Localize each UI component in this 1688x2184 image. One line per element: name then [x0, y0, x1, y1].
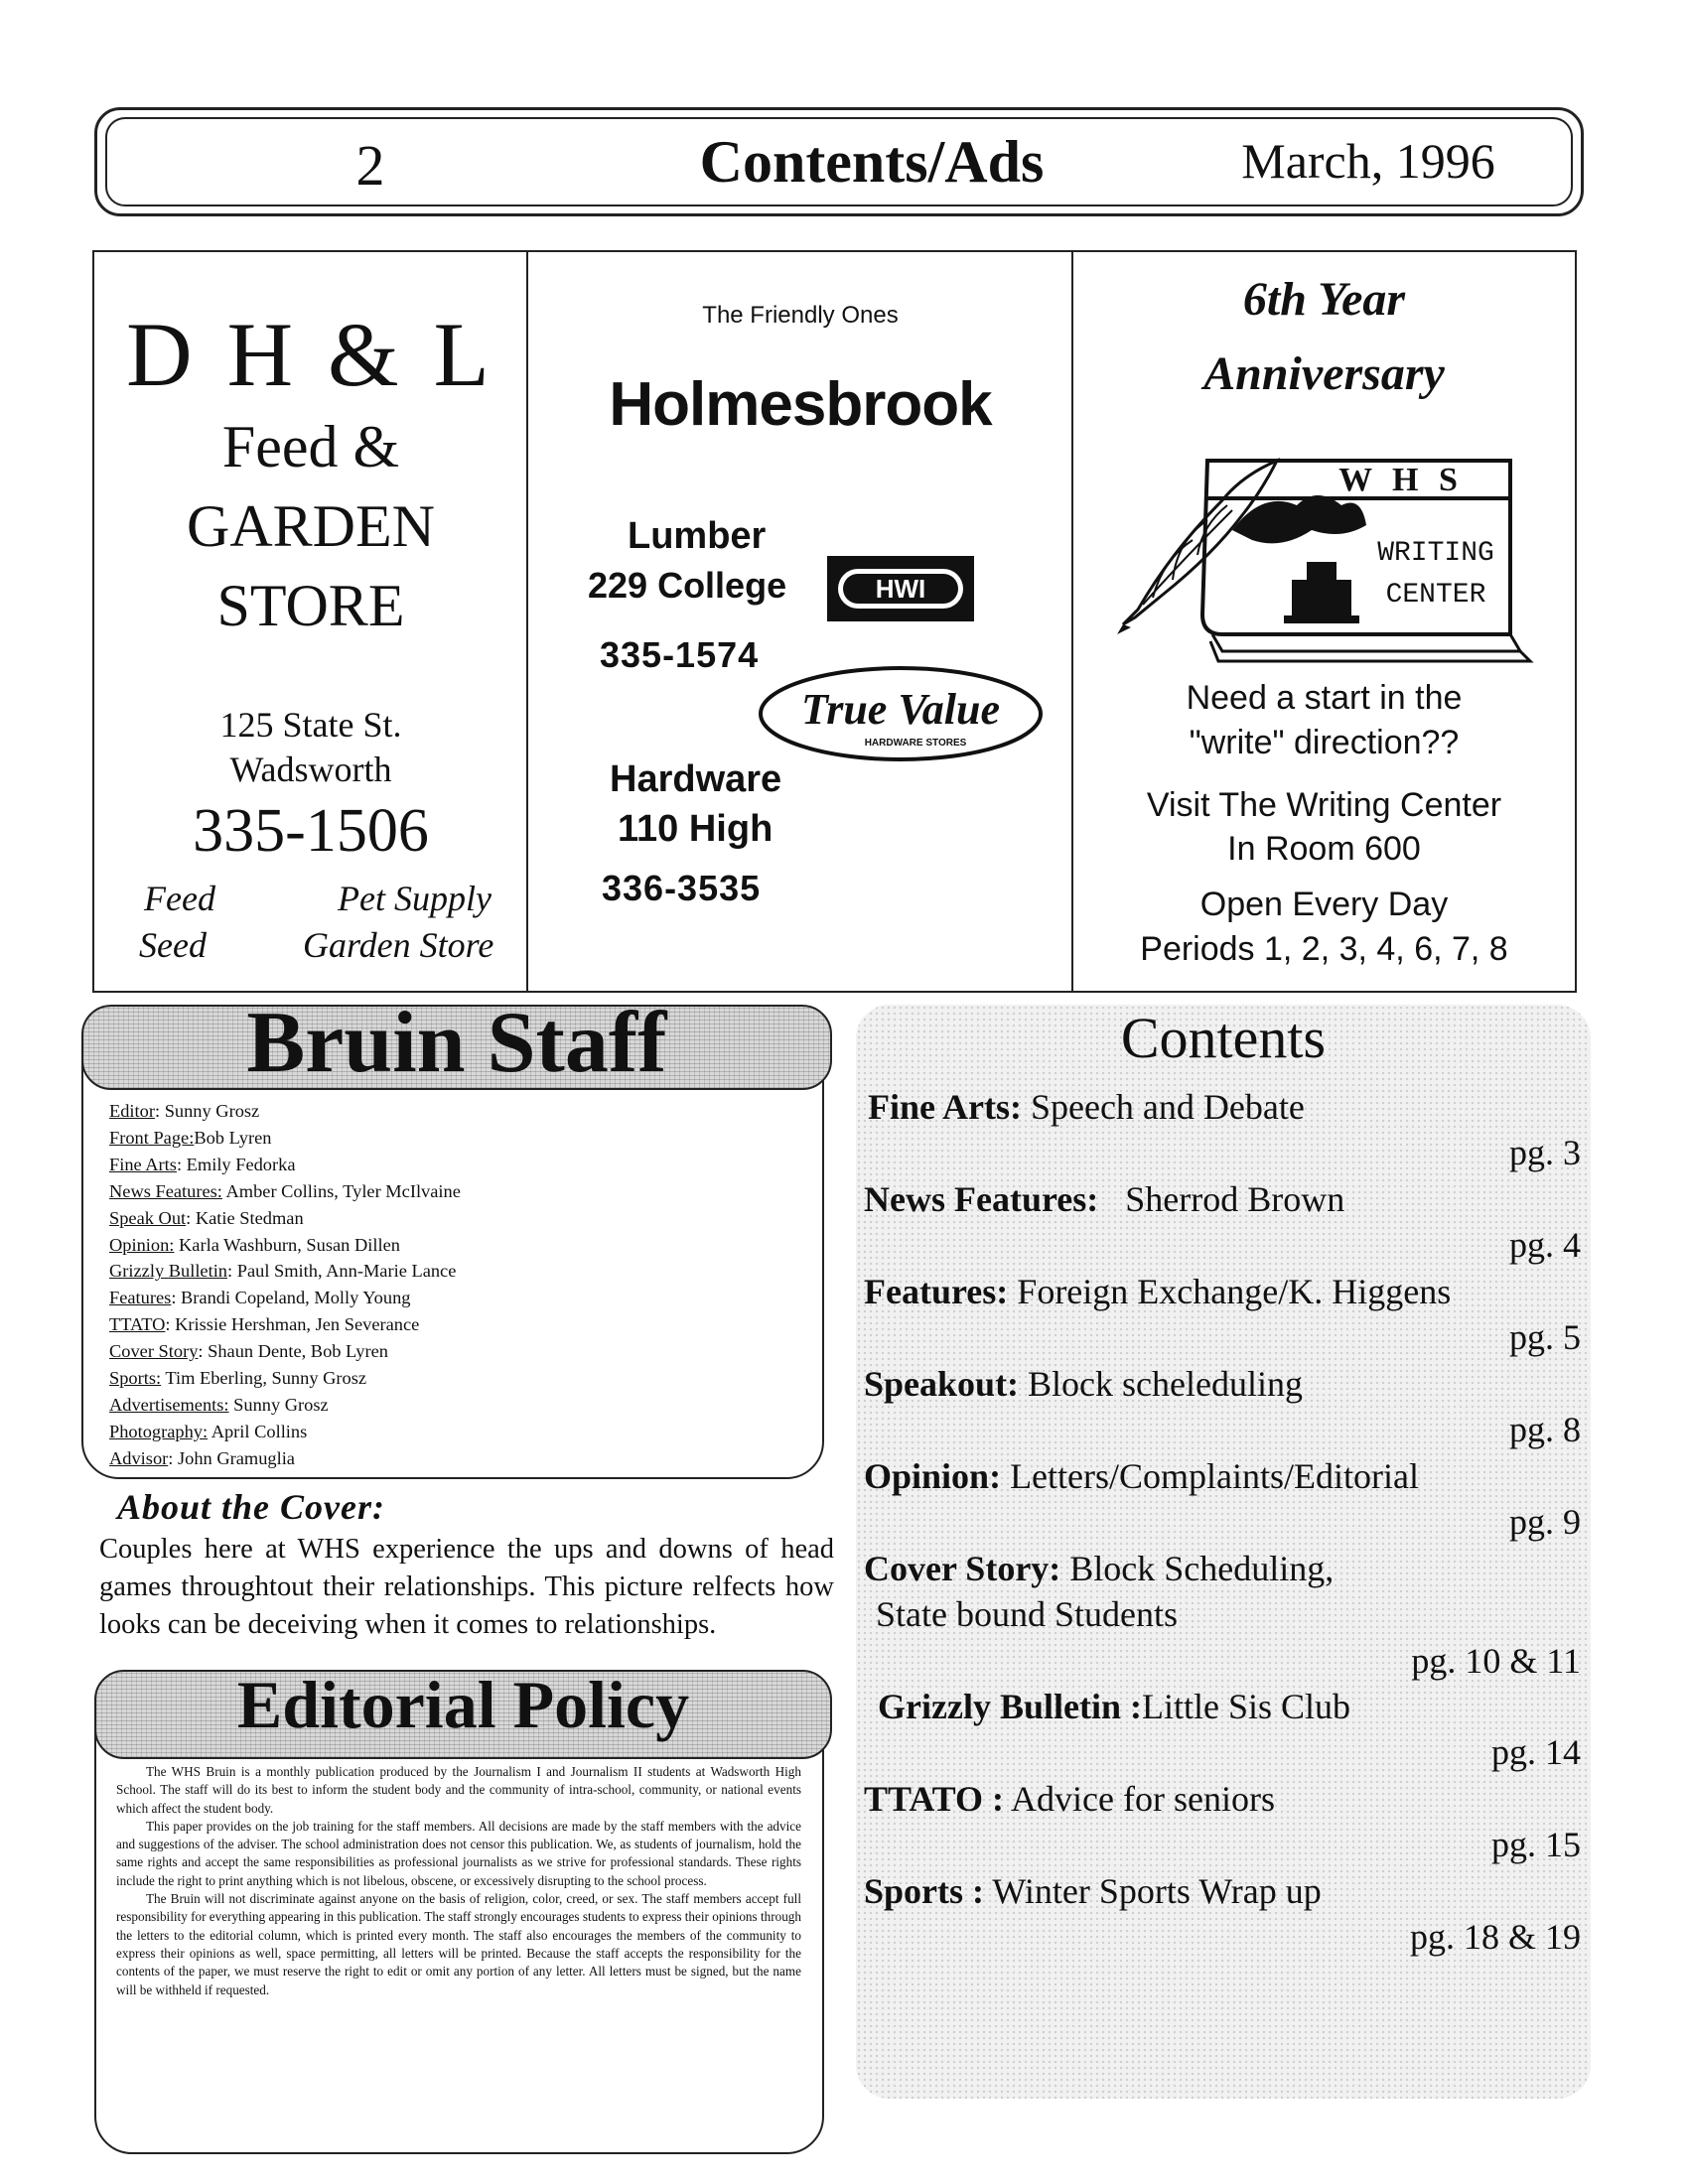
- page-number: 2: [355, 133, 385, 198]
- staff-role: Advisor: [109, 1447, 169, 1468]
- staff-names: Amber Collins, Tyler McIlvaine: [225, 1180, 461, 1201]
- staff-names: April Collins: [211, 1421, 308, 1441]
- staff-sep: :: [154, 1101, 165, 1121]
- writing-visit-line-2: In Room 600: [1227, 830, 1421, 868]
- contents-entry: [864, 1363, 1303, 1405]
- editorial-banner: [94, 1667, 832, 1759]
- staff-names: Sunny Grosz: [233, 1394, 329, 1415]
- editorial-body: [116, 1763, 801, 1999]
- staff-role: News Features:: [109, 1180, 222, 1201]
- dhl-item-pet-supply: Pet Supply: [338, 879, 492, 918]
- staff-role: Speak Out: [109, 1207, 187, 1228]
- staff-role: Opinion:: [109, 1234, 175, 1255]
- contents-entry: [868, 1086, 1305, 1128]
- dhl-line-3: STORE: [216, 573, 405, 638]
- staff-row: [109, 1178, 804, 1205]
- holmesbrook-lumber-label: Lumber: [628, 515, 767, 557]
- true-value-logo: [757, 664, 1045, 763]
- cover-heading: About the Cover:: [117, 1487, 386, 1527]
- staff-role: Cover Story: [109, 1341, 199, 1362]
- staff-list: [109, 1098, 804, 1472]
- staff-row: [109, 1098, 804, 1125]
- issue-date: March, 1996: [1241, 133, 1495, 189]
- anniversary-line-1: 6th Year: [1242, 273, 1406, 326]
- contents-entry-topic: Letters/Complaints/Editorial: [1010, 1456, 1419, 1496]
- staff-names: Shaun Dente, Bob Lyren: [208, 1341, 388, 1362]
- page-header: [94, 107, 1584, 216]
- contents-entry-topic: Advice for seniors: [1011, 1779, 1275, 1819]
- staff-banner: [81, 995, 832, 1091]
- contents-entry-topic: Block Scheduling,: [1069, 1549, 1335, 1588]
- staff-row: [109, 1445, 804, 1472]
- staff-role: Advertisements:: [109, 1394, 229, 1415]
- dhl-item-feed: Feed: [144, 879, 215, 918]
- holmesbrook-hardware-label: Hardware: [610, 758, 782, 800]
- staff-row: [109, 1419, 804, 1445]
- holmesbrook-lumber-address: 229 College: [588, 565, 787, 606]
- contents-entry-topic: Block scheleduling: [1028, 1364, 1303, 1404]
- staff-role: Grizzly Bulletin: [109, 1261, 228, 1282]
- svg-text:HARDWARE STORES: HARDWARE STORES: [864, 738, 967, 749]
- holmesbrook-lumber-phone: 335-1574: [600, 634, 760, 675]
- svg-text:True Value: True Value: [800, 685, 1001, 734]
- contents-entry: [864, 1548, 1334, 1589]
- contents-entry-label: TTATO :: [864, 1779, 1005, 1819]
- staff-role: Fine Arts: [109, 1154, 177, 1174]
- dhl-item-seed: Seed: [139, 925, 207, 965]
- staff-sep: :: [176, 1154, 187, 1174]
- contents-entry-topic: Little Sis Club: [1141, 1687, 1350, 1726]
- staff-role: Photography:: [109, 1421, 209, 1441]
- staff-names: Katie Stedman: [195, 1207, 304, 1228]
- staff-names: John Gramuglia: [177, 1447, 295, 1468]
- staff-sep: :: [198, 1341, 209, 1362]
- editorial-policy-box: [94, 1667, 824, 2154]
- contents-entry-page: pg. 4: [1509, 1225, 1581, 1265]
- ad-dhl-feed-garden: [92, 250, 527, 993]
- staff-row: [109, 1152, 804, 1178]
- svg-text:CENTER: CENTER: [1385, 580, 1486, 611]
- editorial-paragraph: The Bruin will not discriminate against anyone on the basis of religion, color, creed, or sex. The staff members accept full responsibility for everything appearing in this publication. The staff strongly encourages students to express their opinions through the letters to the editorial column, which is printed every month. The staff also encourages the members of the community to express their opinions as well, space permitting, all letters will be printed. Because the staff accepts the responsibility for the contents of the paper, we must reserve the right to edit or omit any portion of any letter. All letters must be signed, but the name will be withheld if requested.: [116, 1891, 801, 1997]
- staff-names: Sunny Grosz: [164, 1101, 260, 1121]
- writing-question-line-2: "write" direction??: [1189, 724, 1460, 761]
- contents-entry-topic-cont: State bound Students: [876, 1594, 1178, 1634]
- staff-names: Paul Smith, Ann-Marie Lance: [236, 1261, 457, 1282]
- cover-description: Couples here at WHS experience the ups and downs of head games throughtout their relationships. This picture relfects how looks can be deceiving when it comes to relationships.: [99, 1534, 834, 1640]
- svg-text:WRITING: WRITING: [1377, 538, 1494, 569]
- contents-entry-label: Sports :: [864, 1871, 985, 1911]
- staff-role: Editor: [109, 1101, 155, 1121]
- hwi-logo: [826, 555, 975, 622]
- contents-entry: [864, 1178, 1344, 1220]
- contents-title: Contents: [1120, 1006, 1327, 1070]
- contents-entry-page: pg. 8: [1509, 1410, 1581, 1449]
- staff-sep: :: [165, 1314, 176, 1335]
- svg-text:HWI: HWI: [875, 574, 926, 604]
- writing-open-line-2: Periods 1, 2, 3, 4, 6, 7, 8: [1140, 930, 1508, 968]
- dhl-item-garden-store: Garden Store: [303, 925, 494, 965]
- contents-entry-page: pg. 9: [1509, 1502, 1581, 1542]
- staff-row: [109, 1285, 804, 1311]
- contents-entry-label: Fine Arts:: [868, 1087, 1022, 1127]
- staff-names: Krissie Hershman, Jen Severance: [175, 1314, 420, 1335]
- contents-entry-label: Speakout:: [864, 1364, 1020, 1404]
- staff-title: Bruin Staff: [246, 995, 667, 1091]
- editorial-title: Editorial Policy: [236, 1667, 690, 1742]
- staff-role: TTATO: [109, 1314, 166, 1335]
- contents-entry-label: Cover Story:: [864, 1549, 1061, 1588]
- staff-role: Features: [109, 1288, 172, 1308]
- contents-entry-label: Grizzly Bulletin :: [878, 1687, 1142, 1726]
- holmesbrook-hardware-address: 110 High: [618, 808, 774, 850]
- contents-entry-page: pg. 3: [1509, 1133, 1581, 1172]
- staff-row: [109, 1338, 804, 1365]
- contents-entry-label: Opinion:: [864, 1456, 1002, 1496]
- contents-entry-topic: Winter Sports Wrap up: [992, 1871, 1322, 1911]
- staff-names: Emily Fedorka: [186, 1154, 296, 1174]
- staff-row: [109, 1258, 804, 1285]
- contents-entry: [864, 1870, 1322, 1912]
- contents-entry-page: pg. 18 & 19: [1409, 1917, 1581, 1957]
- staff-names: Brandi Copeland, Molly Young: [181, 1288, 411, 1308]
- staff-role: Sports:: [109, 1368, 162, 1389]
- staff-role: Front Page:: [109, 1127, 195, 1148]
- contents-entry-page: pg. 10 & 11: [1411, 1641, 1581, 1681]
- staff-sep: :: [168, 1447, 178, 1468]
- dhl-address-street: 125 State St.: [219, 705, 402, 745]
- staff-names: Karla Washburn, Susan Dillen: [179, 1234, 400, 1255]
- contents-entry-label: News Features:: [864, 1179, 1099, 1219]
- dhl-address-city: Wadsworth: [229, 750, 392, 789]
- staff-names: Bob Lyren: [194, 1127, 272, 1148]
- editorial-paragraph: The WHS Bruin is a monthly publication produced by the Journalism I and Journalism II students at Wadsworth High School. The staff will do its best to inform the student body and the community of intra-school, community, or national events which affect the student body.: [116, 1764, 801, 1816]
- writing-center-logo: [1113, 431, 1550, 664]
- contents-entry-topic: Sherrod Brown: [1125, 1179, 1345, 1219]
- editorial-paragraph: This paper provides on the job training for the staff members. All decisions are made by the staff members with the advice and suggestions of the adviser. The school administration does not censor this publication. We, as students of journalism, hold the same rights and accept the same responsibilities as professional journalists as we strive for professional standards. These rights include the right to print anything which is not libelous, obscene, or excessively disrupting to the school process.: [116, 1818, 801, 1888]
- dhl-line-2: GARDEN: [187, 493, 435, 559]
- dhl-phone: 335-1506: [193, 797, 429, 865]
- staff-names: Tim Eberling, Sunny Grosz: [165, 1368, 367, 1389]
- staff-row: [109, 1365, 804, 1392]
- staff-row: [109, 1205, 804, 1232]
- contents-entry-topic: Speech and Debate: [1030, 1087, 1305, 1127]
- contents-entry: [878, 1686, 1350, 1727]
- staff-row: [109, 1392, 804, 1419]
- staff-sep: :: [227, 1261, 237, 1282]
- ad-holmesbrook: [526, 250, 1072, 993]
- contents-entry-page: pg. 15: [1491, 1825, 1581, 1864]
- holmesbrook-name: Holmesbrook: [609, 370, 992, 439]
- svg-text:W H S: W H S: [1338, 462, 1464, 498]
- staff-row: [109, 1311, 804, 1338]
- writing-question-line-1: Need a start in the: [1186, 679, 1463, 717]
- contents-box: [856, 1005, 1591, 2099]
- holmesbrook-hardware-phone: 336-3535: [602, 868, 762, 908]
- contents-entry-page: pg. 5: [1509, 1317, 1581, 1357]
- staff-box: [81, 995, 824, 1479]
- section-title: Contents/Ads: [699, 129, 1045, 195]
- staff-row: [109, 1125, 804, 1152]
- contents-entry: [864, 1271, 1451, 1312]
- contents-entry: [864, 1778, 1275, 1820]
- staff-sep: :: [186, 1207, 196, 1228]
- writing-visit-line-1: Visit The Writing Center: [1146, 786, 1502, 824]
- ad-writing-center: [1071, 250, 1577, 993]
- staff-sep: :: [171, 1288, 182, 1308]
- writing-open-line-1: Open Every Day: [1199, 886, 1449, 923]
- holmesbrook-tagline: The Friendly Ones: [702, 302, 899, 329]
- staff-row: [109, 1232, 804, 1259]
- anniversary-line-2: Anniversary: [1203, 347, 1445, 400]
- contents-entry-page: pg. 14: [1491, 1732, 1581, 1772]
- dhl-line-1: Feed &: [221, 414, 400, 479]
- contents-entry: [864, 1455, 1419, 1497]
- contents-entry-topic: Foreign Exchange/K. Higgens: [1017, 1272, 1452, 1311]
- contents-entry-label: Features:: [864, 1272, 1009, 1311]
- dhl-store-name: D H & L: [126, 304, 495, 405]
